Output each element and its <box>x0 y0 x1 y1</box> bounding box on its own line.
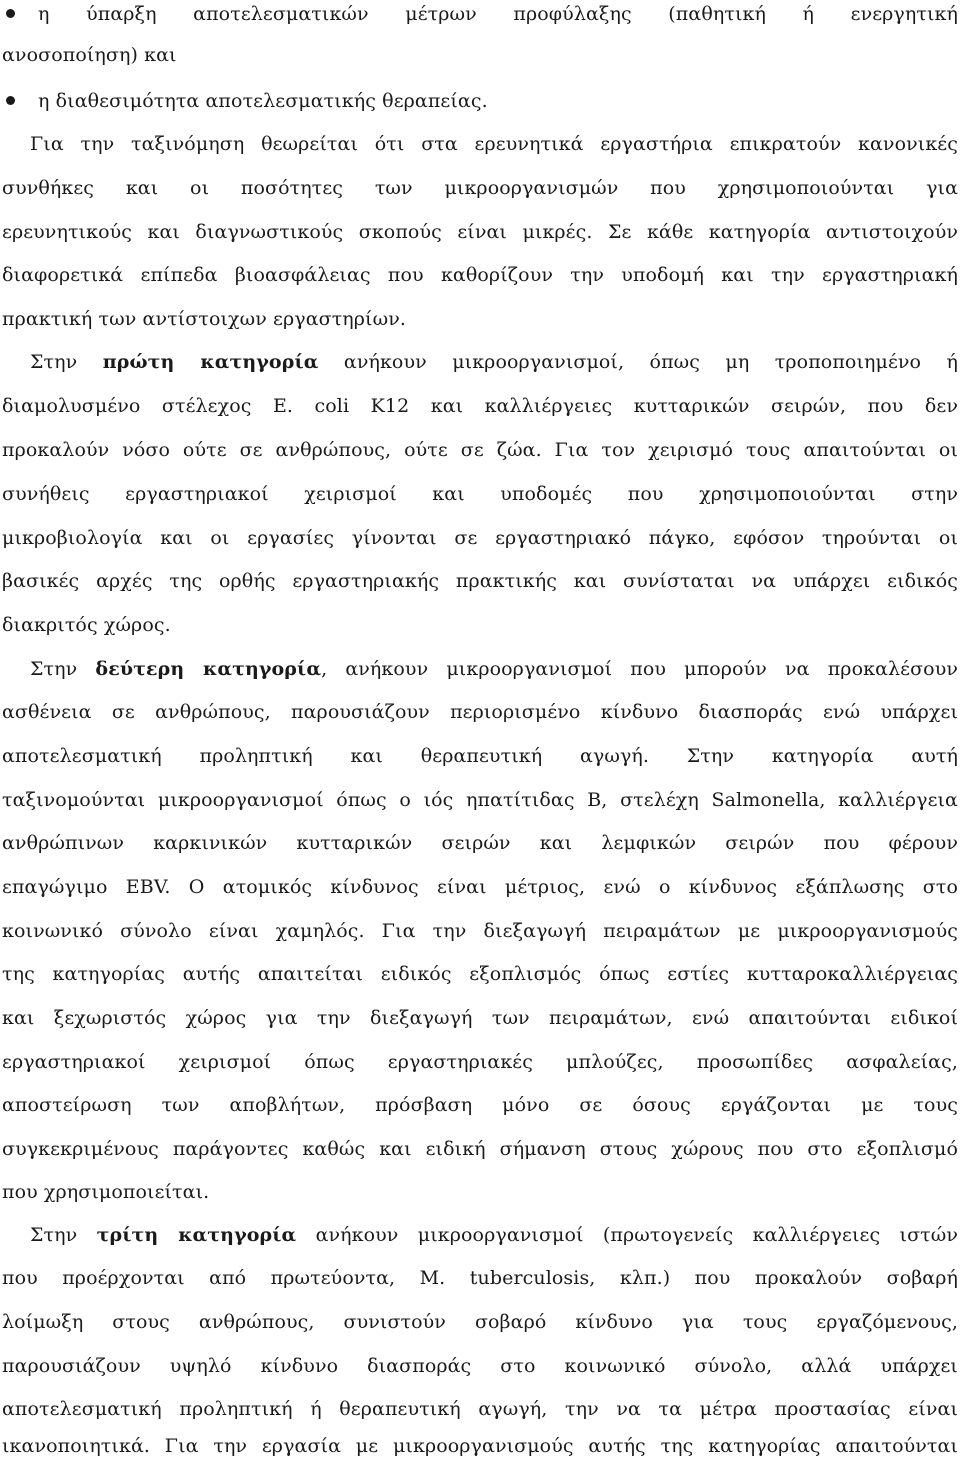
p4-line-3: λοίμωξη στους ανθρώπους, συνιστούν σοβαρό κίνδυνο για τους εργαζόμενους, <box>2 1311 958 1333</box>
p2-line-1-post: ανήκουν μικροοργανισμοί, όπως μη τροποποιημένο ή <box>318 351 958 373</box>
bullet-2-icon <box>6 96 15 105</box>
p3-line-3: αποτελεσματική προληπτική και θεραπευτική αγωγή. Στην κατηγορία αυτή <box>2 745 958 767</box>
third-category-heading: τρίτη κατηγορία <box>96 1224 297 1246</box>
p2-line-4: συνήθεις εργαστηριακοί χειρισμοί και υποδομές που χρησιμοποιούνται στην <box>2 483 958 505</box>
p2-line-1 <box>2 340 958 384</box>
p4-line-5: αποτελεσματική προληπτική ή θεραπευτική αγωγή, την να τα μέτρα προστασίας είναι <box>2 1398 958 1420</box>
p1-line-3: ερευνητικούς και διαγνωστικούς σκοπούς είναι μικρές. Σε κάθε κατηγορία αντιστοιχούν <box>2 221 958 243</box>
p3-line-7: κοινωνικό σύνολο είναι χαμηλός. Για την διεξαγωγή πειραμάτων με μικροοργανισμούς <box>2 920 958 942</box>
p3-line-10: εργαστηριακοί χειρισμοί όπως εργαστηριακές μπλούζες, προσωπίδες ασφαλείας, <box>2 1051 958 1073</box>
first-category-heading: πρώτη κατηγορία <box>102 351 319 373</box>
p3-line-4: ταξινομούνται μικροοργανισμοί όπως ο ιός ηπατίτιδας Β, στελέχη Salmonella, καλλιέργεια <box>2 789 958 811</box>
p2-line-1-pre: Στην <box>30 351 103 373</box>
p3-line-12: συγκεκριμένους παράγοντες καθώς και ειδική σήμανση στους χώρους που στο εξοπλισμό <box>2 1138 958 1160</box>
p4-line-1 <box>2 1213 958 1257</box>
p3-line-13: που χρησιμοποιείται. <box>2 1181 210 1203</box>
p4-line-4: παρουσιάζουν υψηλό κίνδυνο διασποράς στο κοινωνικό σύνολο, αλλά υπάρχει <box>2 1355 958 1377</box>
p3-line-1 <box>2 647 958 691</box>
p4-line-1-post: ανήκουν μικροοργανισμοί (πρωτογενείς καλλιέργειες ιστών <box>296 1224 958 1246</box>
p4-line-6: ικανοποιητικά. Για την εργασία με μικροοργανισμούς αυτής της κατηγορίας απαιτούνται <box>2 1435 958 1457</box>
p3-line-11: αποστείρωση των αποβλήτων, πρόσβαση μόνο σε όσους εργάζονται με τους <box>2 1094 958 1116</box>
bullet-2-line-1: η διαθεσιμότητα αποτελεσματικής θεραπείας. <box>38 90 488 112</box>
p2-line-5: μικροβιολογία και οι εργασίες γίνονται σε εργαστηριακό πάγκο, εφόσον τηρούνται οι <box>2 527 958 549</box>
bullet-1-line-1: η ύπαρξη αποτελεσματικών μέτρων προφύλαξης (παθητική ή ενεργητική <box>38 3 958 25</box>
second-category-heading: δεύτερη κατηγορία <box>95 658 322 680</box>
p2-line-3: προκαλούν νόσο ούτε σε ανθρώπους, ούτε σε ζώα. Για τον χειρισμό τους απαιτούνται οι <box>2 439 958 461</box>
p3-line-5: ανθρώπινων καρκινικών κυτταρικών σειρών και λεμφικών σειρών που φέρουν <box>2 832 958 854</box>
p1-line-4: διαφορετικά επίπεδα βιοασφάλειας που καθορίζουν την υποδομή και την εργαστηριακή <box>2 264 958 286</box>
p3-line-8: της κατηγορίας αυτής απαιτείται ειδικός εξοπλισμός όπως εστίες κυτταροκαλλιέργειας <box>2 963 958 985</box>
p3-line-6: επαγώγιμο EBV. Ο ατομικός κίνδυνος είναι μέτριος, ενώ ο κίνδυνος εξάπλωσης στο <box>2 876 958 898</box>
p3-line-1-pre: Στην <box>30 658 96 680</box>
p1-line-1: Για την ταξινόμηση θεωρείται ότι στα ερευνητικά εργαστήρια επικρατούν κανονικές <box>30 133 958 155</box>
p2-line-6: βασικές αρχές της ορθής εργαστηριακής πρακτικής και συνίσταται να υπάρχει ειδικός <box>2 570 958 592</box>
p1-line-2: συνθήκες και οι ποσότητες των μικροοργανισμών που χρησιμοποιούνται για <box>2 177 958 199</box>
p3-line-9: και ξεχωριστός χώρος για την διεξαγωγή των πειραμάτων, ενώ απαιτούνται ειδικοί <box>2 1007 958 1029</box>
p2-line-7: διακριτός χώρος. <box>2 614 171 636</box>
p3-line-2: ασθένεια σε ανθρώπους, παρουσιάζουν περιορισμένο κίνδυνο διασποράς ενώ υπάρχει <box>2 701 958 723</box>
p4-line-2: που προέρχονται από πρωτεύοντα, M. tuberculosis, κλπ.) που προκαλούν σοβαρή <box>2 1267 958 1289</box>
p4-line-1-pre: Στην <box>30 1224 97 1246</box>
p2-line-2: διαμολυσμένο στέλεχος E. coli K12 και καλλιέργειες κυτταρικών σειρών, που δεν <box>2 395 958 417</box>
bullet-1-icon <box>6 9 15 18</box>
p3-line-1-post: , ανήκουν μικροοργανισμοί που μπορούν να προκαλέσουν <box>321 658 959 680</box>
bullet-1-line-2: ανοσοποίηση) και <box>2 44 177 66</box>
p1-line-5: πρακτική των αντίστοιχων εργαστηρίων. <box>2 308 406 330</box>
